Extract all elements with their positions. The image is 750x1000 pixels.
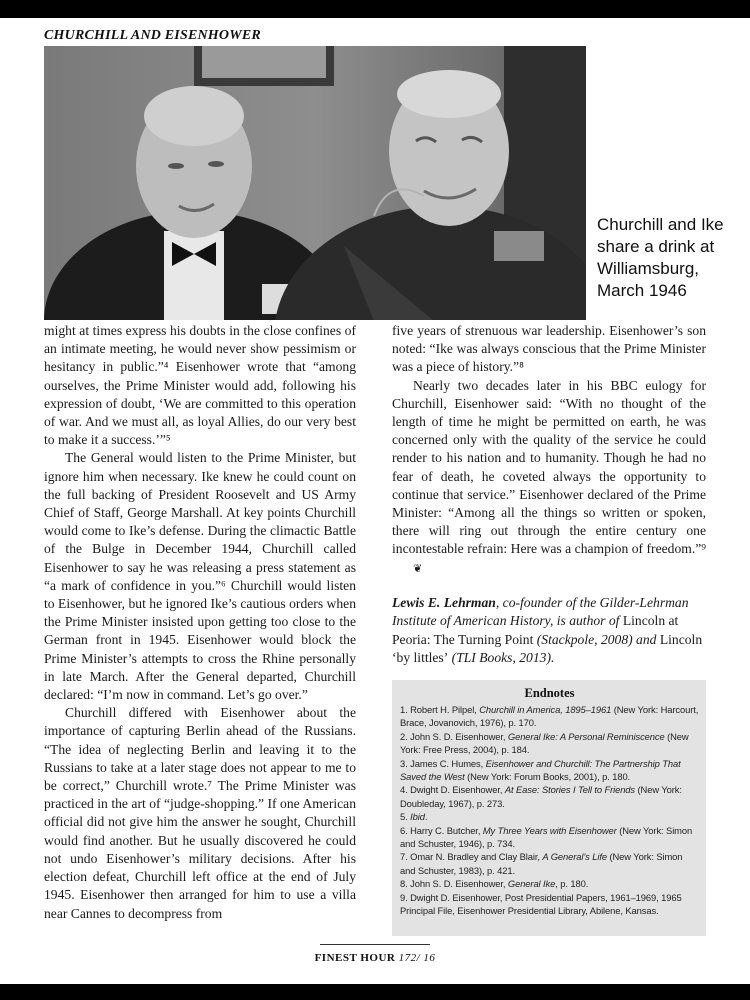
endnote-item: 7. Omar N. Bradley and Clay Blair, A General’s Life (New York: Simon and Schuster, 1983), p. 421. bbox=[400, 851, 683, 876]
endnote-item: 9. Dwight D. Eisenhower, Post Presidential Papers, 1961–1969, 1965 Principal File, Eisenhower Presidential Library, Abilene, Kansas. bbox=[400, 891, 682, 917]
publication-name: FINEST HOUR bbox=[314, 952, 396, 964]
paragraph bbox=[392, 377, 706, 578]
endnotes-list bbox=[400, 703, 699, 918]
paragraph: five years of strenuous war leadership. Eisenhower’s son noted: “Ike was always conscious that the Prime Minister was a piece of history.”⁸ bbox=[392, 323, 706, 375]
magazine-page bbox=[0, 18, 750, 984]
endnote-item: 2. John S. D. Eisenhower, General Ike: A Personal Reminiscence (New York: Free Press, 2004), p. 184. bbox=[400, 730, 689, 756]
running-head: CHURCHILL AND EISENHOWER bbox=[44, 28, 261, 43]
right-column bbox=[392, 322, 706, 668]
author-bio-text: , co-founder of the Gilder-Lehrman Institute of American History, is author of bbox=[392, 594, 689, 629]
paragraph: Churchill differed with Eisenhower about the importance of capturing Berlin ahead of the Russians. “The idea of neglecting Berlin and leaving it to the Russians to take at a later stage does not appear to me to be correct,” Churchill wrote.⁷ The Prime Minister was practiced in the art of “judge-shopping.” If one American official did not give him the answer he sought, Churchill would find another. But he usually discovered he could not undo Eisenhower’s military decisions. After his election defeat, Churchill left office at the end of July 1945. Eisenhower then arranged for him to use a villa near Cannes to decompress from bbox=[44, 705, 356, 921]
endnotes-box bbox=[392, 680, 706, 936]
paragraph: might at times express his doubts in the close confines of an intimate meeting, he would never show pessimism or hesitancy in public.”⁴ Eisenhower wrote that “among ourselves, the Prime Minister would add, following his expression of doubt, ‘We are committed to this operation of war. And we must all, as loyal Allies, do our very best to make it a success.’”⁵ bbox=[44, 323, 356, 448]
author-name: Lewis E. Lehrman bbox=[392, 594, 496, 610]
endnote-item: 1. Robert H. Pilpel, Churchill in America, 1895–1961 (New York: Harcourt, Brace, Jovanovich, 1976), p. 170. bbox=[400, 704, 699, 729]
end-mark-icon: ❦ bbox=[413, 562, 423, 575]
photo-caption: Churchill and Ike share a drink at Williamsburg, March 1946 bbox=[597, 215, 724, 300]
author-bio bbox=[392, 594, 706, 668]
issue-page-number: 172/ 16 bbox=[395, 952, 436, 964]
endnote-item: 5. Ibid. bbox=[400, 811, 428, 823]
paragraph-text: Nearly two decades later in his BBC eulogy for Churchill, Eisenhower said: “With no thought of the length of time he might be permitted on earth, he was concerned only with the quality of the service he could render to his nation and to humanity. Though he had no fear of death, he coveted always the opportunity to continue that service.” Eisenhower declared of the Prime Minister: “Among all the things so written or spoken, there will ring out through the entire century one incontestable refrain: Here was a champion of freedom.”⁹ bbox=[392, 377, 706, 557]
paragraph: The General would listen to the Prime Minister, but ignore him when necessary. Ike knew he could count on the full backing of President Roosevelt and US Army Chief of Staff, George Marshall. At key points Churchill would come to Ike’s defense. During the climactic Battle of the Bulge in December 1944, Churchill called Eisenhower to say he was releasing a press statement as “a mark of confidence in you.”⁶ Churchill would listen to Eisenhower, but he ignored Ike’s cautious orders when the Prime Minister insisted upon getting too close to the German front in 1945. Eisenhower would block the Prime Minister’s attempts to cross the Rhine personally in late March. After the General departed, Churchill declared: “I’m now in command. Let’s go over.” bbox=[44, 450, 356, 703]
footer-rule bbox=[320, 944, 430, 945]
book-title: Lincoln at Peoria: The Turning Point bbox=[392, 613, 679, 647]
left-column bbox=[44, 322, 356, 923]
publication-info: (TLI Books, 2013). bbox=[448, 650, 555, 666]
publication-info: (Stackpole, 2008) and bbox=[533, 631, 660, 647]
endnotes-title: Endnotes bbox=[524, 686, 575, 700]
endnote-item: 4. Dwight D. Eisenhower, At Ease: Stories I Tell to Friends (New York: Doubleday, 1967), p. 273. bbox=[400, 784, 682, 809]
endnote-item: 8. John S. D. Eisenhower, General Ike, p. 180. bbox=[400, 878, 589, 890]
endnote-item: 3. James C. Humes, Eisenhower and Churchill: The Partnership That Saved the West (New York: Forum Books, 2001), p. 180. bbox=[400, 757, 681, 783]
page-footer bbox=[0, 944, 750, 966]
historical-photo bbox=[44, 46, 586, 320]
photo-illustration bbox=[44, 46, 586, 320]
book-title: Lincoln ‘by littles’ bbox=[392, 631, 703, 666]
endnote-item: 6. Harry C. Butcher, My Three Years with Eisenhower (New York: Simon and Schuster, 1946), p. 734. bbox=[400, 824, 693, 850]
